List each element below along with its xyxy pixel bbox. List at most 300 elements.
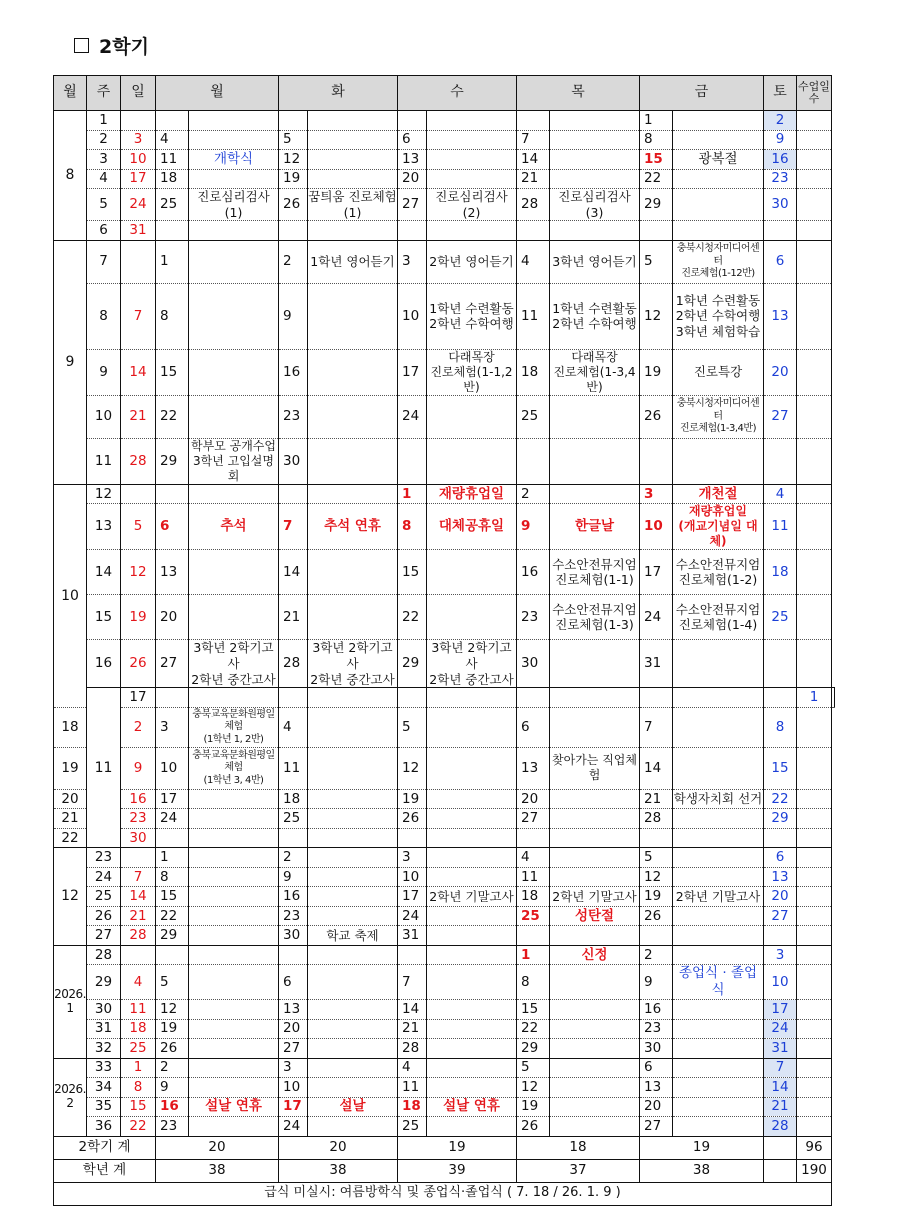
- school-days-cell: [797, 848, 832, 868]
- wed-date-cell: 19: [398, 789, 427, 809]
- school-days-cell: [797, 1058, 832, 1078]
- wed-event-cell: [427, 395, 517, 438]
- total-value: 38: [279, 1159, 398, 1182]
- mon-date-cell: 1: [156, 848, 189, 868]
- wed-event-cell: [427, 111, 517, 131]
- thu-event-cell: [550, 1078, 640, 1098]
- week-cell: 34: [87, 1078, 121, 1098]
- wed-event-cell: [427, 221, 517, 241]
- tue-event-cell: [308, 1058, 398, 1078]
- tue-date-cell: 24: [279, 1117, 308, 1137]
- fri-event-cell: [764, 688, 797, 708]
- school-days-cell: [797, 150, 832, 170]
- total-sat-empty: [764, 1159, 797, 1182]
- week-cell: 18: [54, 707, 87, 747]
- thu-date-cell: 5: [517, 1058, 550, 1078]
- mon-date-cell: 8: [156, 867, 189, 887]
- fri-event-cell: 수소안전뮤지엄 진로체험(1-2): [673, 550, 764, 595]
- week-cell: 16: [87, 640, 121, 688]
- mon-date-cell: 26: [156, 1039, 189, 1059]
- school-days-cell: [797, 1039, 832, 1059]
- calendar-row: [54, 1019, 835, 1039]
- checkbox-icon: [74, 38, 89, 53]
- week-cell: 27: [87, 926, 121, 946]
- school-days-cell: [797, 1117, 832, 1137]
- tue-event-cell: [308, 828, 398, 848]
- header-school-days: 수업일수: [797, 76, 832, 111]
- week-cell: 30: [87, 1000, 121, 1020]
- meal-note: 급식 미실시: 여름방학식 및 종업식·졸업식 ( 7. 18 / 26. 1. 9 ): [54, 1182, 832, 1205]
- fri-date-cell: 12: [640, 283, 673, 349]
- thu-event-cell: [550, 707, 640, 747]
- tue-date-cell: 21: [279, 595, 308, 640]
- fri-event-cell: [673, 848, 764, 868]
- sun-cell: 12: [121, 550, 156, 595]
- thu-event-cell: [550, 640, 640, 688]
- sat-cell: 31: [764, 1039, 797, 1059]
- tue-date-cell: 5: [279, 130, 308, 150]
- week-cell: 15: [87, 595, 121, 640]
- school-days-cell: [797, 926, 832, 946]
- wed-event-cell: [427, 926, 517, 946]
- total-value: 38: [640, 1159, 764, 1182]
- mon-date-cell: 18: [156, 169, 189, 189]
- school-days-cell: [797, 828, 832, 848]
- fri-event-cell: 충북시청자미디어센터 진로체험(1-3,4반): [673, 395, 764, 438]
- mon-event-cell: [189, 926, 279, 946]
- fri-date-cell: 26: [640, 906, 673, 926]
- sat-cell: [764, 438, 797, 484]
- wed-date-cell: [427, 688, 517, 708]
- wed-date-cell: 24: [398, 906, 427, 926]
- calendar-row: [54, 965, 835, 1000]
- semester-total-row: [54, 1136, 835, 1159]
- sat-cell: 16: [764, 150, 797, 170]
- mon-event-cell: 충북교육문화원평일체험 (1학년 1, 2반): [189, 707, 279, 747]
- thu-event-cell: [550, 1039, 640, 1059]
- total-value: 19: [640, 1136, 764, 1159]
- mon-date-cell: 22: [156, 906, 189, 926]
- school-days-cell: [797, 504, 832, 550]
- calendar-row: [54, 1117, 835, 1137]
- wed-date-cell: 8: [398, 504, 427, 550]
- sat-cell: 13: [764, 283, 797, 349]
- fri-date-cell: 30: [640, 1039, 673, 1059]
- sun-cell: [156, 688, 189, 708]
- wed-date-cell: 17: [398, 887, 427, 907]
- fri-event-cell: [673, 809, 764, 829]
- calendar-row: [54, 1058, 835, 1078]
- wed-event-cell: [427, 550, 517, 595]
- section-title: [74, 32, 149, 59]
- month-cell-aug: 8: [54, 111, 87, 241]
- thu-date-cell: 1: [517, 945, 550, 965]
- school-days-cell: [797, 189, 832, 221]
- tue-event-cell: [308, 150, 398, 170]
- school-days-cell: [797, 789, 832, 809]
- thu-date-cell: 4: [517, 240, 550, 283]
- school-days-cell: [797, 1097, 832, 1117]
- tue-date-cell: [279, 945, 308, 965]
- thu-event-cell: [550, 484, 640, 504]
- mon-date-cell: 10: [156, 747, 189, 789]
- mon-event-cell: [189, 1039, 279, 1059]
- thu-event-cell: [550, 867, 640, 887]
- calendar-row: [54, 349, 835, 395]
- thu-date-cell: 20: [517, 789, 550, 809]
- thu-date-cell: [517, 221, 550, 241]
- school-days-cell: [797, 965, 832, 1000]
- mon-event-cell: [189, 1000, 279, 1020]
- wed-event-cell: [427, 906, 517, 926]
- title-text: 2학기: [99, 36, 149, 58]
- mon-date-cell: 29: [156, 438, 189, 484]
- wed-date-cell: 5: [398, 707, 427, 747]
- calendar-row: [54, 906, 835, 926]
- thu-date-cell: 14: [517, 150, 550, 170]
- wed-event-cell: [427, 1078, 517, 1098]
- sat-cell: 9: [764, 130, 797, 150]
- school-days-cell: [797, 484, 832, 504]
- week-cell: 1: [87, 111, 121, 131]
- tue-event-cell: [308, 1117, 398, 1137]
- mon-event-cell: [189, 1019, 279, 1039]
- school-days-cell: [797, 887, 832, 907]
- school-days-cell: [797, 130, 832, 150]
- sun-cell: 19: [121, 595, 156, 640]
- thu-event-cell: [550, 1000, 640, 1020]
- sun-cell: 25: [121, 1039, 156, 1059]
- wed-date-cell: [398, 221, 427, 241]
- fri-event-cell: [673, 1019, 764, 1039]
- fri-date-cell: 5: [640, 848, 673, 868]
- fri-event-cell: [673, 1078, 764, 1098]
- tue-date-cell: 13: [279, 1000, 308, 1020]
- tue-date-cell: 30: [279, 438, 308, 484]
- calendar-row: [54, 867, 835, 887]
- thu-date-cell: 11: [517, 867, 550, 887]
- thu-date-cell: [517, 438, 550, 484]
- school-days-cell: [797, 169, 832, 189]
- week-cell: 2: [87, 130, 121, 150]
- tue-event-cell: 1학년 영어듣기: [308, 240, 398, 283]
- mon-event-cell: 3학년 2학기고사 2학년 중간고사: [189, 640, 279, 688]
- fri-event-cell: [673, 1000, 764, 1020]
- tue-event-cell: [308, 221, 398, 241]
- sat-cell: 29: [764, 809, 797, 829]
- calendar-row: [54, 926, 835, 946]
- tue-event-cell: [308, 349, 398, 395]
- header-week: 주: [87, 76, 121, 111]
- tue-event-cell: [308, 1000, 398, 1020]
- wed-date-cell: 17: [398, 349, 427, 395]
- week-cell: 12: [87, 484, 121, 504]
- sun-cell: 23: [121, 809, 156, 829]
- sun-cell: [121, 484, 156, 504]
- sat-cell: 18: [764, 550, 797, 595]
- wed-date-cell: 6: [398, 130, 427, 150]
- fri-date-cell: 21: [640, 789, 673, 809]
- fri-event-cell: 진로특강: [673, 349, 764, 395]
- tue-event-cell: [308, 707, 398, 747]
- fri-date-cell: 22: [640, 169, 673, 189]
- sat-cell: 10: [764, 965, 797, 1000]
- calendar-row: [54, 747, 835, 789]
- mon-event-cell: [189, 595, 279, 640]
- tue-event-cell: 설날: [308, 1097, 398, 1117]
- sat-cell: [764, 926, 797, 946]
- week-cell: 5: [87, 189, 121, 221]
- sun-cell: 1: [121, 1058, 156, 1078]
- thu-event-cell: 신정: [550, 945, 640, 965]
- calendar-row: [54, 707, 835, 747]
- mon-event-cell: [189, 848, 279, 868]
- fri-date-cell: 19: [640, 887, 673, 907]
- sat-cell: 24: [764, 1019, 797, 1039]
- thu-event-cell: 한글날: [550, 504, 640, 550]
- thu-event-cell: [550, 1058, 640, 1078]
- thu-event-cell: [550, 150, 640, 170]
- calendar-row: [54, 1039, 835, 1059]
- mon-date-cell: 13: [156, 550, 189, 595]
- calendar-row: [54, 1097, 835, 1117]
- wed-date-cell: 12: [398, 747, 427, 789]
- week-cell: 3: [87, 150, 121, 170]
- calendar-row: [54, 221, 835, 241]
- month-cell-feb: 2026. 2: [54, 1058, 87, 1136]
- wed-event-cell: [427, 1019, 517, 1039]
- sat-cell: [764, 640, 797, 688]
- wed-event-cell: [427, 828, 517, 848]
- wed-event-cell: 3학년 2학기고사 2학년 중간고사: [427, 640, 517, 688]
- tue-date-cell: 10: [279, 1078, 308, 1098]
- fri-date-cell: 7: [640, 707, 673, 747]
- week-cell: 17: [121, 688, 156, 708]
- calendar-row: [54, 169, 835, 189]
- tue-date-cell: 16: [279, 887, 308, 907]
- month-cell-sep: 9: [54, 240, 87, 484]
- total-sum: 96: [797, 1136, 832, 1159]
- tue-date-cell: 28: [279, 640, 308, 688]
- total-value: 20: [279, 1136, 398, 1159]
- fri-event-cell: [673, 169, 764, 189]
- school-days-cell: [797, 283, 832, 349]
- thu-date-cell: 25: [517, 395, 550, 438]
- tue-event-cell: [308, 130, 398, 150]
- sun-cell: 24: [121, 189, 156, 221]
- tue-date-cell: 23: [279, 906, 308, 926]
- mon-event-cell: [189, 789, 279, 809]
- mon-date-cell: 29: [156, 926, 189, 946]
- fri-date-cell: [640, 438, 673, 484]
- school-days-cell: [797, 906, 832, 926]
- week-cell: 8: [87, 283, 121, 349]
- tue-date-cell: 9: [279, 867, 308, 887]
- header-wed: 수: [398, 76, 517, 111]
- thu-date-cell: 6: [517, 707, 550, 747]
- thu-event-cell: [550, 169, 640, 189]
- sun-cell: 5: [121, 504, 156, 550]
- thu-date-cell: 30: [517, 640, 550, 688]
- mon-event-cell: [189, 945, 279, 965]
- fri-date-cell: 31: [640, 640, 673, 688]
- thu-date-cell: 28: [517, 189, 550, 221]
- wed-event-cell: [427, 707, 517, 747]
- semester-calendar-table: [53, 75, 835, 1206]
- sun-cell: [121, 848, 156, 868]
- wed-event-cell: [427, 809, 517, 829]
- week-cell: 25: [87, 887, 121, 907]
- school-days-cell: [797, 349, 832, 395]
- mon-date-cell: [156, 111, 189, 131]
- wed-event-cell: 2학년 영어듣기: [427, 240, 517, 283]
- thu-date-cell: 13: [517, 747, 550, 789]
- wed-event-cell: [427, 595, 517, 640]
- sat-cell: 27: [764, 906, 797, 926]
- thu-event-cell: [550, 395, 640, 438]
- fri-event-cell: 수소안전뮤지엄 진로체험(1-4): [673, 595, 764, 640]
- thu-date-cell: 16: [517, 550, 550, 595]
- sat-cell: 30: [764, 189, 797, 221]
- week-cell: 7: [87, 240, 121, 283]
- sun-cell: 14: [121, 349, 156, 395]
- total-label: 2학기 계: [54, 1136, 156, 1159]
- sun-cell: 26: [121, 640, 156, 688]
- mon-date-cell: 11: [156, 150, 189, 170]
- mon-event-cell: [189, 1117, 279, 1137]
- wed-event-cell: [427, 747, 517, 789]
- week-cell: 22: [54, 828, 87, 848]
- mon-event-cell: [189, 867, 279, 887]
- tue-date-cell: 12: [279, 150, 308, 170]
- total-sum: 190: [797, 1159, 832, 1182]
- tue-event-cell: [308, 1019, 398, 1039]
- total-value: 20: [156, 1136, 279, 1159]
- sun-cell: [121, 240, 156, 283]
- week-cell: 29: [87, 965, 121, 1000]
- mon-date-cell: 12: [156, 1000, 189, 1020]
- mon-event-cell: [189, 906, 279, 926]
- calendar-row: [54, 111, 835, 131]
- wed-date-cell: 18: [398, 1097, 427, 1117]
- wed-date-cell: 13: [398, 150, 427, 170]
- thu-date-cell: [550, 688, 640, 708]
- calendar-row: [54, 1000, 835, 1020]
- thu-event-cell: 2학년 기말고사: [550, 887, 640, 907]
- wed-date-cell: 29: [398, 640, 427, 688]
- tue-date-cell: 9: [279, 283, 308, 349]
- header-row: [54, 76, 835, 111]
- fri-date-cell: 8: [640, 130, 673, 150]
- wed-event-cell: 대체공휴일: [427, 504, 517, 550]
- mon-date-cell: 1: [156, 240, 189, 283]
- week-cell: 21: [54, 809, 87, 829]
- thu-date-cell: 19: [517, 1097, 550, 1117]
- wed-date-cell: 15: [398, 550, 427, 595]
- fri-date-cell: 14: [640, 747, 673, 789]
- total-value: 18: [517, 1136, 640, 1159]
- wed-event-cell: 설날 연휴: [427, 1097, 517, 1117]
- sat-cell: 25: [764, 595, 797, 640]
- total-label: 학년 계: [54, 1159, 156, 1182]
- wed-event-cell: [427, 848, 517, 868]
- mon-event-cell: [189, 221, 279, 241]
- calendar-row: [54, 809, 835, 829]
- wed-date-cell: 3: [398, 848, 427, 868]
- tue-date-cell: [279, 484, 308, 504]
- thu-event-cell: 1학년 수련활동 2학년 수학여행: [550, 283, 640, 349]
- mon-event-cell: [189, 395, 279, 438]
- school-days-cell: [797, 809, 832, 829]
- thu-date-cell: [517, 926, 550, 946]
- mon-event-cell: [189, 887, 279, 907]
- mon-event-cell: [189, 809, 279, 829]
- header-sat: 토: [764, 76, 797, 111]
- wed-event-cell: [427, 130, 517, 150]
- sat-cell: 15: [764, 747, 797, 789]
- sat-cell: 11: [764, 504, 797, 550]
- school-days-cell: [797, 1000, 832, 1020]
- wed-date-cell: 25: [398, 1117, 427, 1137]
- tue-event-cell: [308, 887, 398, 907]
- school-days-cell: [797, 111, 832, 131]
- fri-event-cell: [673, 707, 764, 747]
- fri-event-cell: 충북시청자미디어센터 진로체험(1-12반): [673, 240, 764, 283]
- sun-cell: 10: [121, 150, 156, 170]
- sat-cell: 23: [764, 169, 797, 189]
- fri-event-cell: 학생자치회 선거: [673, 789, 764, 809]
- thu-date-cell: 18: [517, 349, 550, 395]
- wed-event-cell: [427, 789, 517, 809]
- school-days-cell: [797, 395, 832, 438]
- fri-date-cell: [640, 221, 673, 241]
- thu-event-cell: [550, 1019, 640, 1039]
- school-days-cell: [797, 867, 832, 887]
- fri-event-cell: 1학년 수련활동 2학년 수학여행 3학년 체험학습: [673, 283, 764, 349]
- mon-event-cell: [189, 349, 279, 395]
- week-cell: 14: [87, 550, 121, 595]
- header-fri: 금: [640, 76, 764, 111]
- sat-cell: 17: [764, 1000, 797, 1020]
- fri-event-cell: 광복절: [673, 150, 764, 170]
- fri-date-cell: 29: [640, 189, 673, 221]
- tue-event-cell: [308, 809, 398, 829]
- calendar-row: [54, 688, 835, 708]
- sun-cell: 30: [121, 828, 156, 848]
- mon-date-cell: 9: [156, 1078, 189, 1098]
- tue-event-cell: 3학년 2학기고사 2학년 중간고사: [308, 640, 398, 688]
- fri-event-cell: [673, 111, 764, 131]
- week-cell: 36: [87, 1117, 121, 1137]
- sat-cell: 14: [764, 1078, 797, 1098]
- thu-event-cell: [550, 1117, 640, 1137]
- tue-date-cell: [308, 688, 398, 708]
- tue-date-cell: 3: [279, 1058, 308, 1078]
- thu-event-cell: [550, 789, 640, 809]
- thu-date-cell: 27: [517, 809, 550, 829]
- fri-date-cell: 17: [640, 550, 673, 595]
- school-days-cell: [832, 688, 835, 708]
- header-thu: 목: [517, 76, 640, 111]
- mon-date-cell: 24: [156, 809, 189, 829]
- mon-date-cell: 22: [156, 395, 189, 438]
- mon-event-cell: [189, 1078, 279, 1098]
- fri-date-cell: 16: [640, 1000, 673, 1020]
- wed-event-cell: [427, 1117, 517, 1137]
- fri-date-cell: 15: [640, 150, 673, 170]
- sun-cell: 28: [121, 926, 156, 946]
- fri-date-cell: 6: [640, 1058, 673, 1078]
